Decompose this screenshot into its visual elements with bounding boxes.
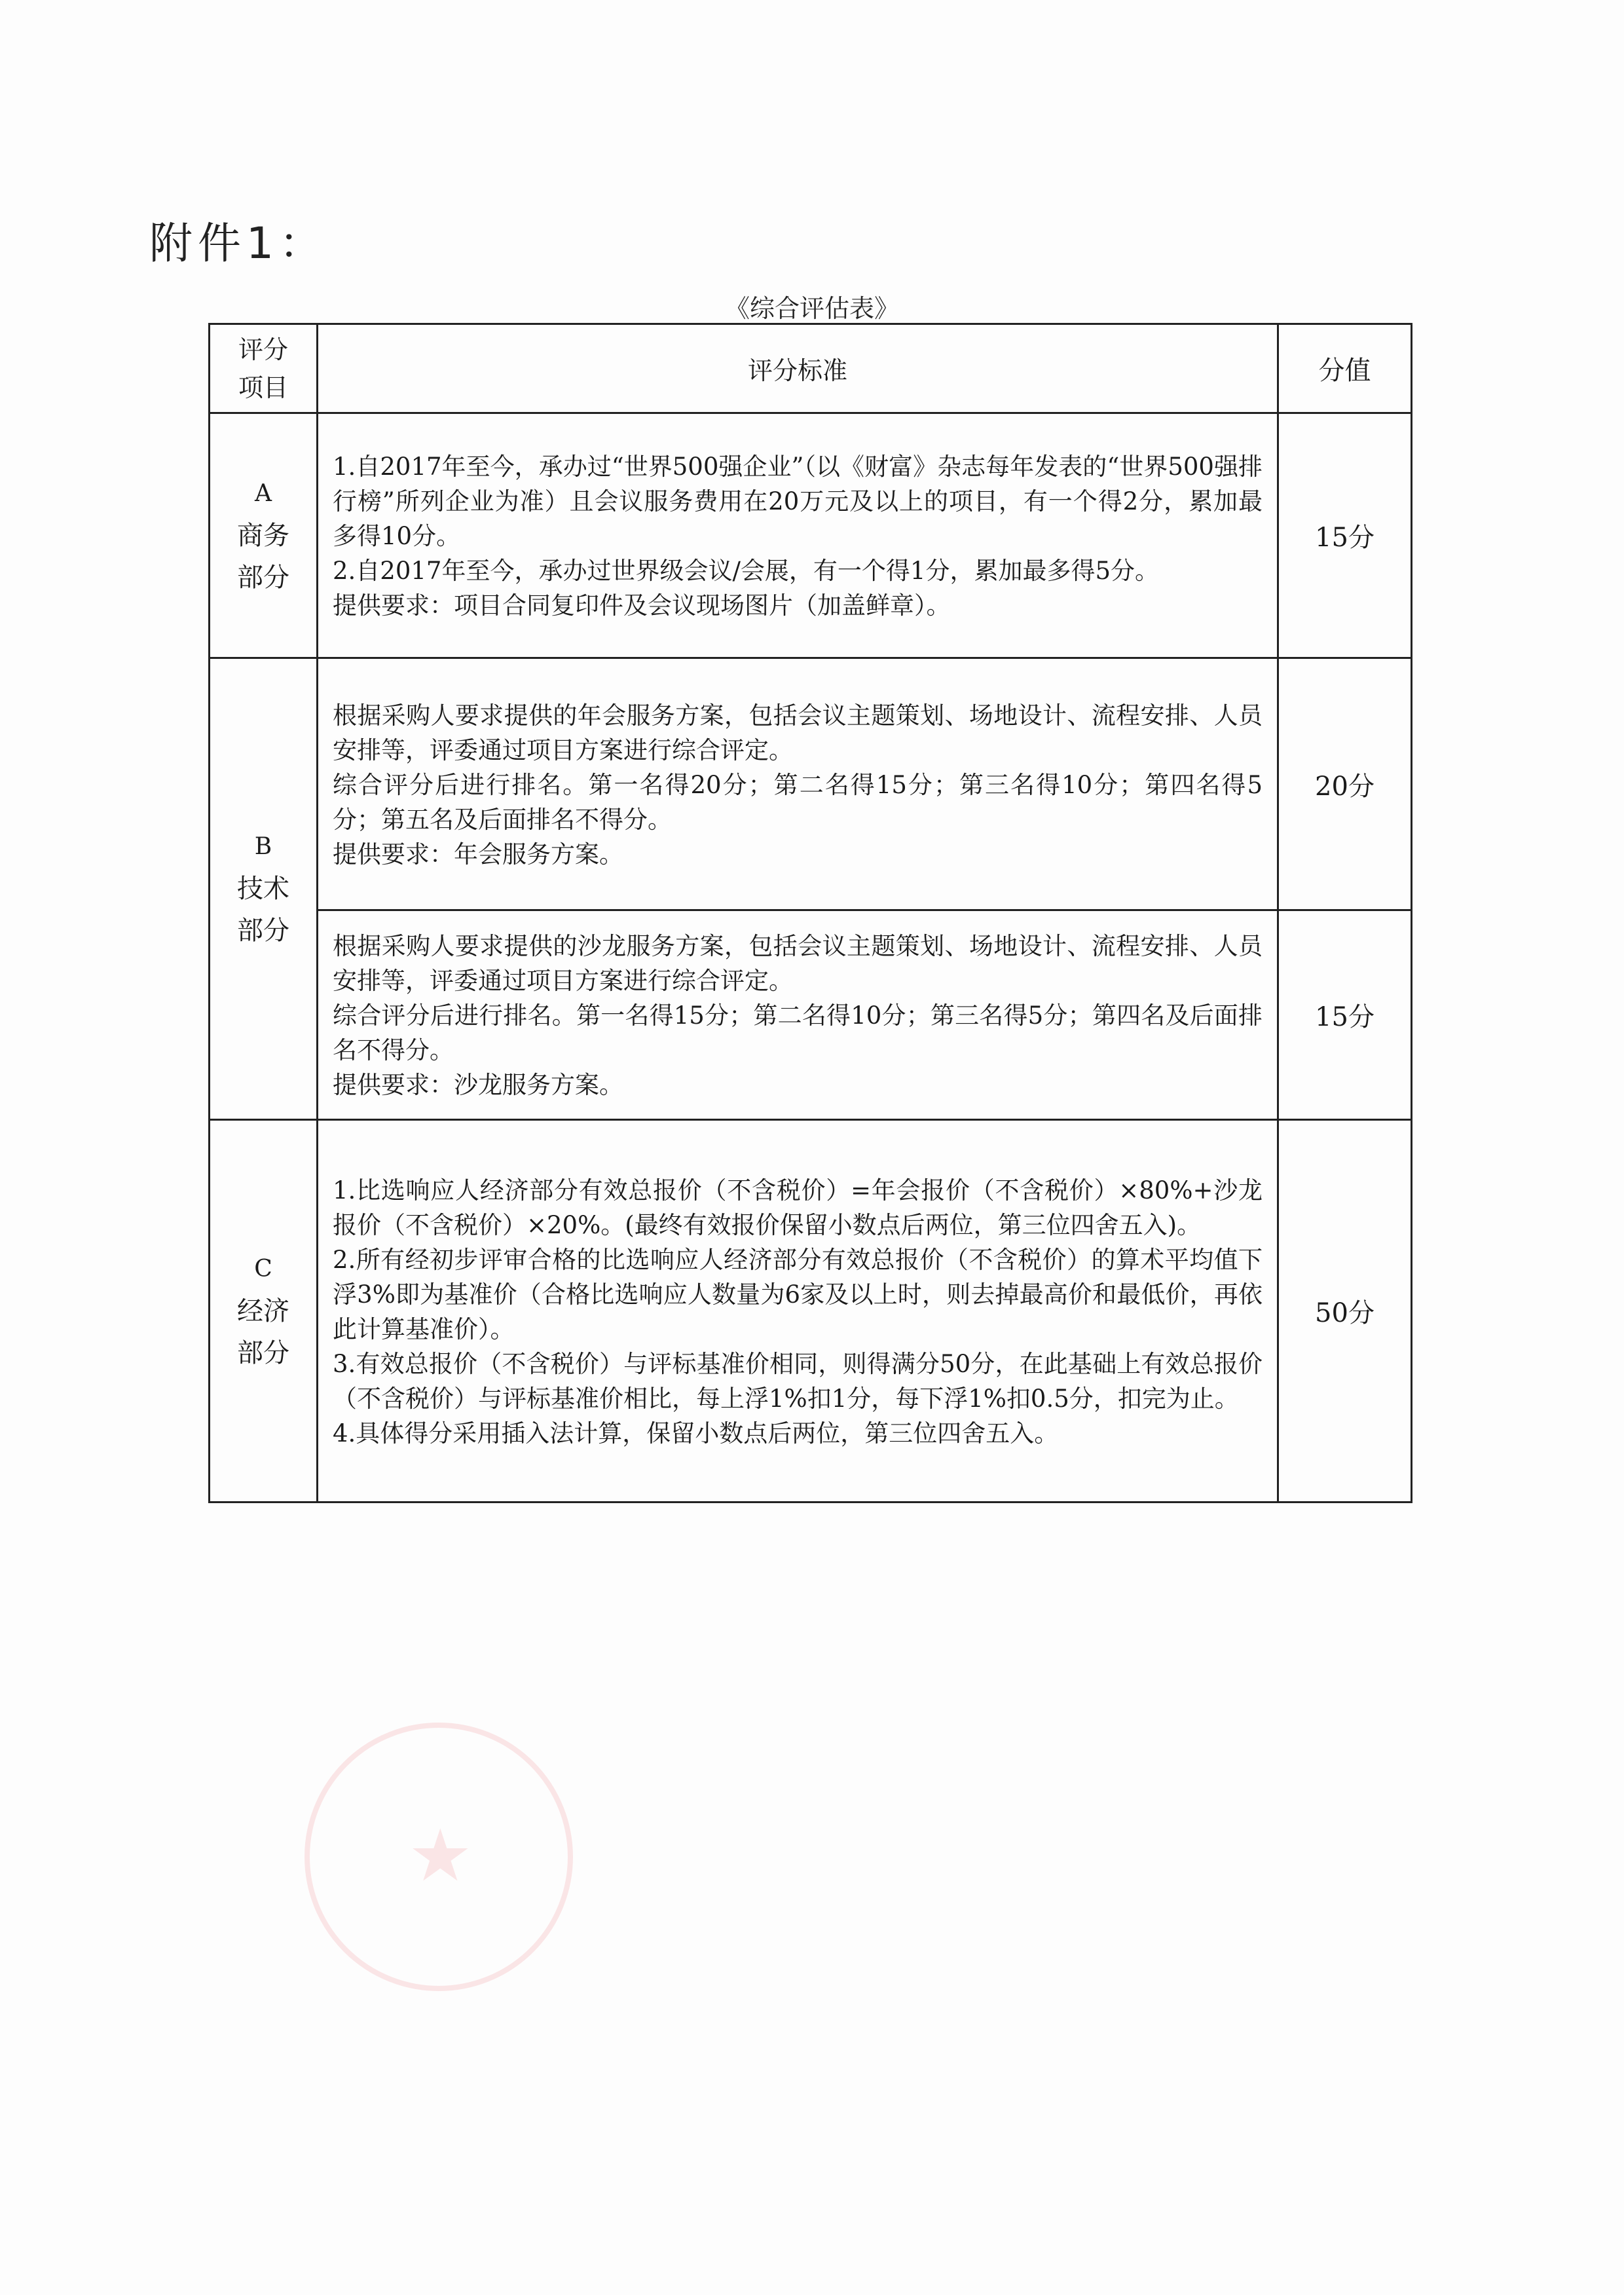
- criteria-line: 2.自2017年至今，承办过世界级会议/会展，有一个得1分，累加最多得5分。: [333, 557, 1160, 585]
- criteria-line: 4.具体得分采用插入法计算，保留小数点后两位，第三位四舍五入。: [333, 1419, 1059, 1447]
- section-b-criteria-2: [318, 910, 1278, 1120]
- header-item: [210, 324, 318, 413]
- section-c-code: C: [254, 1255, 272, 1282]
- criteria-line: 1.自2017年至今，承办过“世界500强企业”（以《财富》杂志每年发表的“世界500强排行榜”所列企业为准）且会议服务费用在20万元及以上的项目，有一个得2分，累加最多得10分。: [333, 453, 1263, 550]
- criteria-line: 提供要求：项目合同复印件及会议现场图片（加盖鲜章）。: [333, 591, 951, 620]
- section-a-row: [210, 413, 1412, 658]
- header-criteria: 评分标准: [318, 324, 1278, 413]
- section-c-criteria: [318, 1120, 1278, 1502]
- seal-star-icon: ★: [408, 1814, 473, 1897]
- criteria-line: 提供要求：年会服务方案。: [333, 840, 623, 868]
- criteria-line: 1.比选响应人经济部分有效总报价（不含税价）=年会报价（不含税价）×80%+沙龙报价（不含税价）×20%。(最终有效报价保留小数点后两位，第三位四舍五入)。: [333, 1176, 1263, 1239]
- faded-seal-stamp: [304, 1723, 573, 1991]
- criteria-line: 根据采购人要求提供的沙龙服务方案，包括会议主题策划、场地设计、流程安排、人员安排等，评委通过项目方案进行综合评定。: [333, 932, 1263, 995]
- section-c-name: 经济部分: [237, 1296, 289, 1368]
- criteria-line: 2.所有经初步评审合格的比选响应人经济部分有效总报价（不含税价）的算术平均值下浮3%即为基准价（合格比选响应人数量为6家及以上时，则去掉最高价和最低价，再依此计算基准价）。: [333, 1245, 1263, 1343]
- criteria-line: 综合评分后进行排名。第一名得15分；第二名得10分；第三名得5分；第四名及后面排名不得分。: [333, 1001, 1263, 1064]
- criteria-line: 提供要求：沙龙服务方案。: [333, 1071, 623, 1099]
- criteria-line: 3.有效总报价（不含税价）与评标基准价相同，则得满分50分，在此基础上有效总报价（不含税价）与评标基准价相比，每上浮1%扣1分，每下浮1%扣0.5分，扣完为止。: [333, 1349, 1263, 1413]
- section-b-score-1: 20分: [1278, 658, 1412, 910]
- section-b-criteria-1: [318, 658, 1278, 910]
- section-a-item: [210, 413, 318, 658]
- section-b-row-1: [210, 658, 1412, 910]
- section-b-row-2: [210, 910, 1412, 1120]
- section-a-criteria: [318, 413, 1278, 658]
- section-a-score: 15分: [1278, 413, 1412, 658]
- section-c-row: [210, 1120, 1412, 1502]
- header-row: [210, 324, 1412, 413]
- header-score: 分值: [1278, 324, 1412, 413]
- section-b-score-2: 15分: [1278, 910, 1412, 1120]
- header-item-label: 评分项目: [238, 335, 288, 402]
- section-b-code: B: [254, 833, 272, 860]
- section-b-item: [210, 658, 318, 1120]
- section-a-name: 商务部分: [237, 520, 289, 593]
- section-b-name: 技术部分: [237, 874, 289, 946]
- section-c-score: 50分: [1278, 1120, 1412, 1502]
- table-title: 《综合评估表》: [724, 294, 899, 323]
- evaluation-table: [208, 323, 1412, 1503]
- section-c-item: [210, 1120, 318, 1502]
- section-a-code: A: [255, 479, 272, 507]
- criteria-line: 综合评分后进行排名。第一名得20分；第二名得15分；第三名得10分；第四名得5分；第五名及后面排名不得分。: [333, 770, 1263, 834]
- attachment-label: 附件1：: [149, 218, 327, 269]
- criteria-line: 根据采购人要求提供的年会服务方案，包括会议主题策划、场地设计、流程安排、人员安排等，评委通过项目方案进行综合评定。: [333, 701, 1263, 764]
